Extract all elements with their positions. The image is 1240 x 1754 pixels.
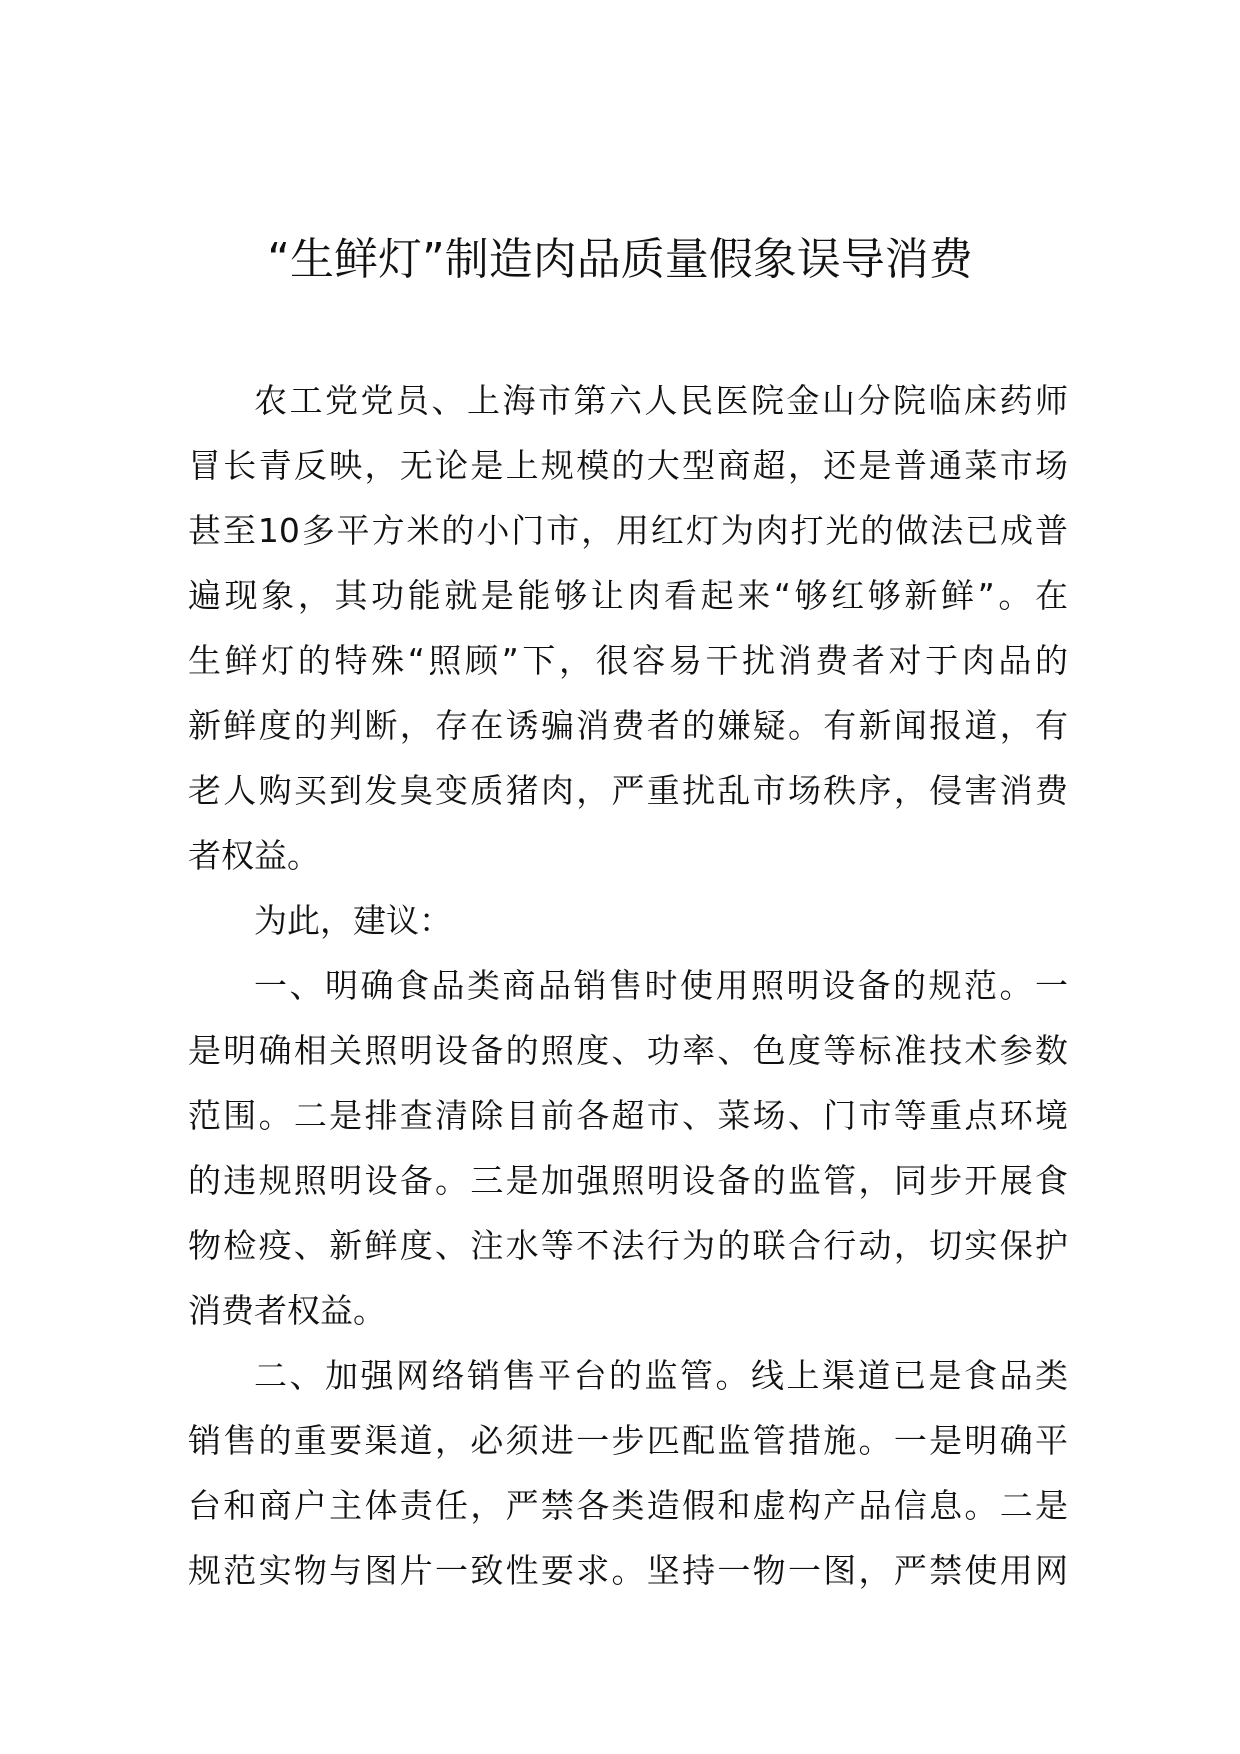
text-line: 者权益。 <box>188 836 320 875</box>
text-line: 消费者权益。 <box>188 1291 386 1330</box>
text-line: 为此，建议： <box>254 901 452 940</box>
text-line: 物检疫、新鲜度、注水等不法行为的联合行动，切实保护 <box>188 1226 1068 1265</box>
text-line: 范围。二是排查清除目前各超市、菜场、门市等重点环境 <box>188 1096 1068 1135</box>
document-title: “生鲜灯”制造肉品质量假象误导消费 <box>267 234 973 285</box>
text-line: 农工党党员、上海市第六人民医院金山分院临床药师 <box>254 381 1068 420</box>
text-line: 老人购买到发臭变质猪肉，严重扰乱市场秩序，侵害消费 <box>188 771 1068 810</box>
text-line: 规范实物与图片一致性要求。坚持一物一图，严禁使用网 <box>188 1551 1068 1590</box>
text-line: 甚至10多平方米的小门市，用红灯为肉打光的做法已成普 <box>188 511 1068 550</box>
text-line: 台和商户主体责任，严禁各类造假和虚构产品信息。二是 <box>188 1486 1068 1525</box>
text-line: 的违规照明设备。三是加强照明设备的监管，同步开展食 <box>188 1161 1068 1200</box>
text-line: 是明确相关照明设备的照度、功率、色度等标准技术参数 <box>188 1031 1068 1070</box>
text-line: 新鲜度的判断，存在诱骗消费者的嫌疑。有新闻报道，有 <box>188 706 1068 745</box>
document-body <box>188 368 1068 1603</box>
text-line: 一、明确食品类商品销售时使用照明设备的规范。一 <box>254 966 1068 1005</box>
text-line: 遍现象，其功能就是能够让肉看起来“够红够新鲜”。在 <box>188 576 1068 615</box>
text-line: 生鲜灯的特殊“照顾”下，很容易干扰消费者对于肉品的 <box>188 641 1068 680</box>
text-line: 销售的重要渠道，必须进一步匹配监管措施。一是明确平 <box>188 1421 1068 1460</box>
text-line: 二、加强网络销售平台的监管。线上渠道已是食品类 <box>254 1356 1068 1395</box>
text-line: 冒长青反映，无论是上规模的大型商超，还是普通菜市场 <box>188 446 1068 485</box>
